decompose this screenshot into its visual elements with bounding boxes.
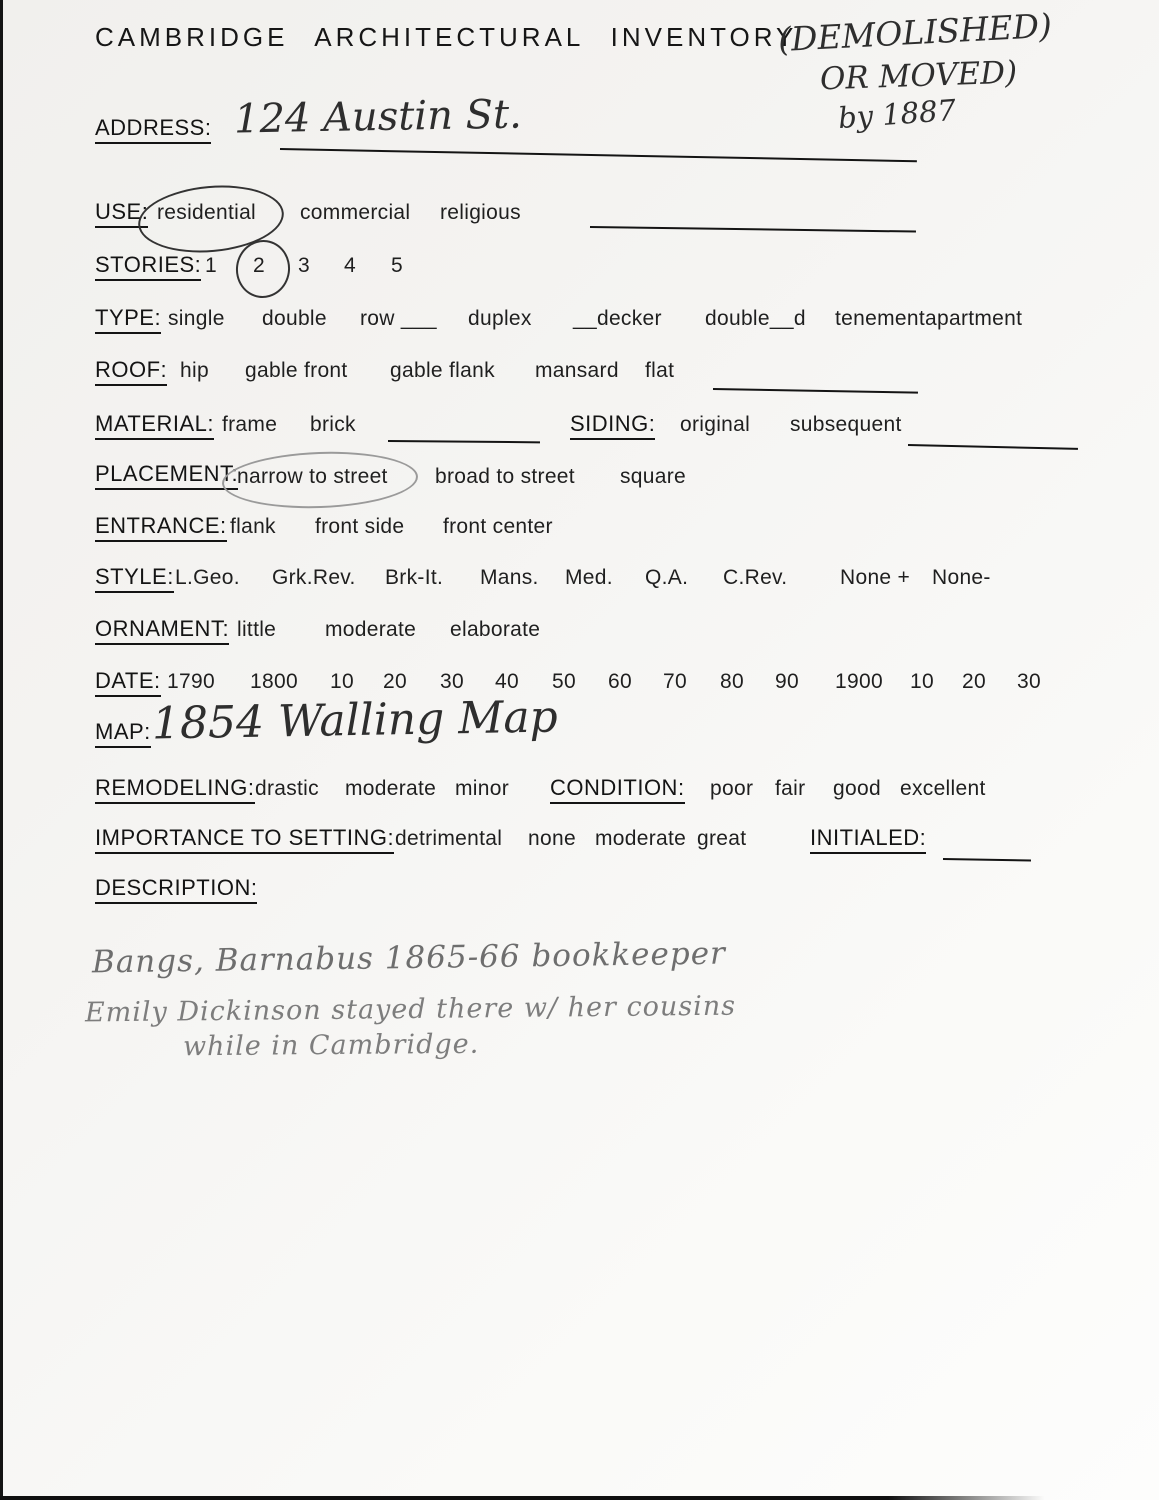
placement-option-narrow: narrow to street: [237, 465, 388, 488]
date-option-20: 20: [383, 670, 407, 693]
entrance-option-front-center: front center: [443, 515, 553, 538]
type-option-tenement: tenement: [835, 307, 925, 330]
stories-option-5: 5: [391, 254, 403, 277]
dickinson-note-line1: Emily Dickinson stayed there w/ her cousins: [84, 990, 737, 1029]
importance-option-moderate: moderate: [595, 827, 687, 850]
stories-option-1: 1: [205, 254, 217, 277]
placement-option-square: square: [620, 465, 687, 488]
material-blank-line: [388, 440, 540, 443]
material-option-frame: frame: [222, 413, 278, 436]
importance-option-detrimental: detrimental: [395, 827, 503, 850]
field-label-description: DESCRIPTION:: [95, 876, 257, 904]
field-label-use: USE:: [95, 200, 148, 228]
style-option-crev: C.Rev.: [723, 566, 788, 589]
field-label-address: ADDRESS:: [95, 116, 211, 144]
date-option-1900: 1900: [835, 670, 883, 693]
style-option-lgeo: L.Geo.: [175, 566, 240, 589]
field-label-ornament: ORNAMENT:: [95, 617, 229, 645]
field-label-importance: IMPORTANCE TO SETTING:: [95, 826, 394, 854]
date-option-1910: 10: [910, 670, 934, 693]
placement-option-broad: broad to street: [435, 465, 575, 488]
placement-selected-circle: [221, 449, 419, 512]
date-option-90: 90: [775, 670, 799, 693]
use-blank-line: [590, 226, 916, 233]
type-option-row: row ___: [360, 307, 437, 330]
scan-edge-bottom: [0, 1496, 1045, 1500]
field-label-condition: CONDITION:: [550, 776, 685, 804]
material-option-brick: brick: [310, 413, 356, 436]
field-label-placement: PLACEMENT:: [95, 462, 238, 490]
type-option-double: double: [262, 307, 327, 330]
condition-option-excellent: excellent: [900, 777, 986, 800]
entrance-option-flank: flank: [230, 515, 276, 538]
date-option-1800: 1800: [250, 670, 298, 693]
remodeling-option-minor: minor: [455, 777, 510, 800]
roof-option-gable-flank: gable flank: [390, 359, 495, 382]
stories-option-4: 4: [344, 254, 356, 277]
importance-option-great: great: [697, 827, 747, 850]
initialed-blank-line: [943, 858, 1031, 862]
style-option-none-minus: None-: [932, 566, 991, 589]
date-option-50: 50: [552, 670, 576, 693]
status-note-line2: OR MOVED): [819, 54, 1018, 98]
date-option-70: 70: [663, 670, 687, 693]
date-option-30: 30: [440, 670, 464, 693]
importance-option-none: none: [528, 827, 576, 850]
stories-option-3: 3: [298, 254, 310, 277]
field-label-initialed: INITIALED:: [810, 826, 926, 854]
type-option-double-d: double__d: [705, 307, 806, 330]
scan-edge-left: [0, 0, 3, 1500]
field-label-remodeling: REMODELING:: [95, 776, 255, 804]
style-option-grkrev: Grk.Rev.: [272, 566, 356, 589]
remodeling-option-drastic: drastic: [255, 777, 319, 800]
roof-blank-line: [713, 388, 918, 394]
condition-option-fair: fair: [775, 777, 806, 800]
roof-option-hip: hip: [180, 359, 209, 382]
form-title: CAMBRIDGE ARCHITECTURAL INVENTORY: [95, 22, 798, 52]
style-option-qa: Q.A.: [645, 566, 689, 589]
type-option-duplex: duplex: [468, 307, 532, 330]
field-label-map: MAP:: [95, 720, 151, 748]
field-label-type: TYPE:: [95, 306, 161, 334]
field-label-roof: ROOF:: [95, 358, 167, 386]
ornament-option-elaborate: elaborate: [450, 618, 541, 641]
field-label-style: STYLE:: [95, 565, 174, 593]
field-label-stories: STORIES:: [95, 253, 201, 281]
use-option-commercial: commercial: [300, 201, 411, 224]
ornament-option-moderate: moderate: [325, 618, 417, 641]
style-option-med: Med.: [565, 566, 613, 589]
type-option-single: single: [168, 307, 225, 330]
roof-option-flat: flat: [645, 359, 675, 382]
siding-option-original: original: [680, 413, 751, 436]
condition-option-good: good: [833, 777, 881, 800]
dickinson-note-line2: while in Cambridge.: [182, 1028, 480, 1063]
entrance-option-front-side: front side: [315, 515, 405, 538]
field-label-material: MATERIAL:: [95, 412, 214, 440]
field-label-siding: SIDING:: [570, 412, 655, 440]
date-option-60: 60: [608, 670, 632, 693]
status-note-line1: (DEMOLISHED): [777, 5, 1053, 60]
address-value: 124 Austin St.: [233, 91, 523, 143]
stories-option-2: 2: [253, 254, 265, 277]
use-option-residential: residential: [157, 201, 257, 224]
type-option-apartment: apartment: [925, 307, 1023, 330]
field-label-date: DATE:: [95, 669, 161, 697]
siding-option-subsequent: subsequent: [790, 413, 902, 436]
date-option-1920: 20: [962, 670, 986, 693]
style-option-brkit: Brk-It.: [385, 566, 444, 589]
status-note-line3: by 1887: [836, 92, 957, 136]
date-option-1930: 30: [1017, 670, 1041, 693]
occupant-note: Bangs, Barnabus 1865-66 bookkeeper: [91, 935, 727, 981]
ornament-option-little: little: [237, 618, 277, 641]
field-label-entrance: ENTRANCE:: [95, 514, 227, 542]
address-line: [280, 148, 917, 162]
roof-option-gable-front: gable front: [245, 359, 348, 382]
siding-blank-line: [908, 444, 1078, 450]
use-option-religious: religious: [440, 201, 521, 224]
map-value: 1854 Walling Map: [151, 691, 559, 750]
remodeling-option-moderate: moderate: [345, 777, 437, 800]
style-option-mans: Mans.: [480, 566, 539, 589]
roof-option-mansard: mansard: [535, 359, 619, 382]
date-option-80: 80: [720, 670, 744, 693]
date-option-1790: 1790: [167, 670, 215, 693]
condition-option-poor: poor: [710, 777, 754, 800]
style-option-none-plus: None +: [840, 566, 911, 589]
type-option-decker: __decker: [573, 307, 662, 330]
date-option-10: 10: [330, 670, 354, 693]
date-option-40: 40: [495, 670, 519, 693]
